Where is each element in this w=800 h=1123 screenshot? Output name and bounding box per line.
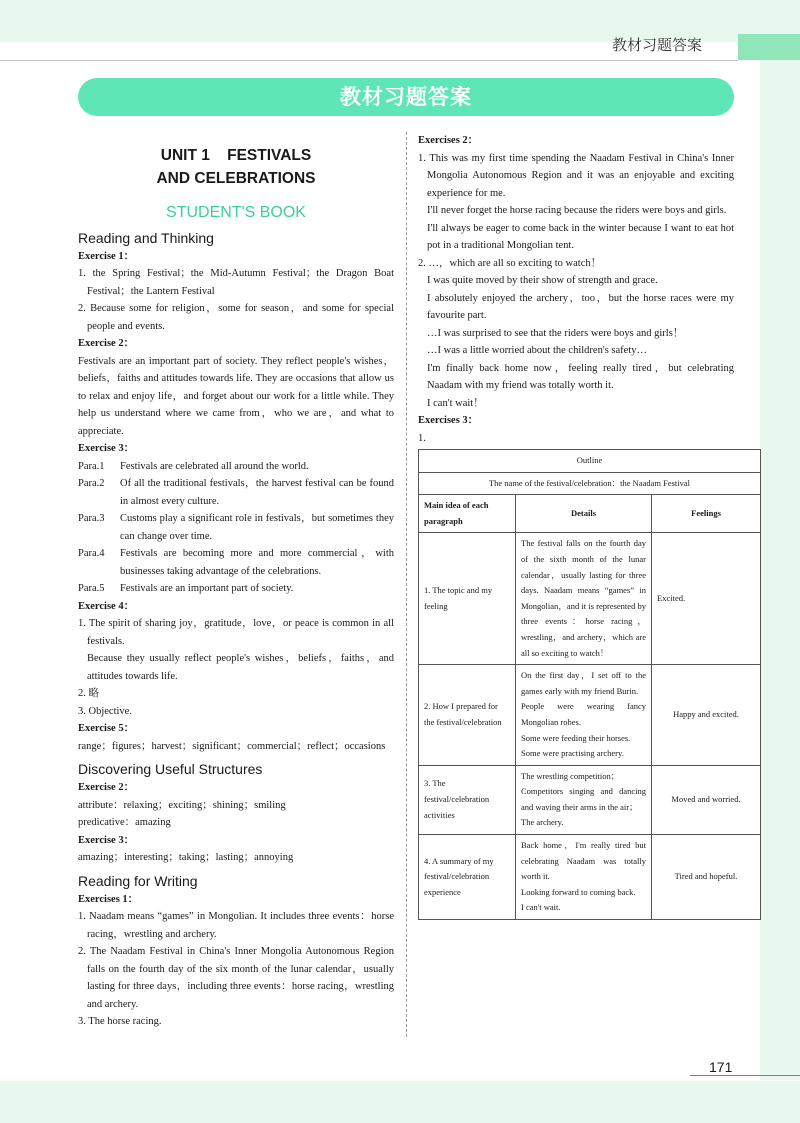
para-text: Of all the traditional festivals，the harvest festival can be found in almost every culture. <box>120 478 394 507</box>
para-label: Para.1 <box>78 460 105 472</box>
detail-line: The festival falls on the fourth day of the sixth month of the lunar calendar，usually lasting for three days. Naadam means “games” in Mongolian，and it is represented by three events：horse racing，wrestling，and archery，which are all so exciting to watch！ <box>521 538 646 658</box>
table-cell: Happy and excited. <box>652 665 761 766</box>
answer-text: 2. …，which are all so exciting to watch！ <box>418 257 602 269</box>
para-label: Para.5 <box>78 583 105 594</box>
table-cell <box>516 533 652 665</box>
table-cell <box>516 665 652 766</box>
para-text: Festivals are an important part of society. <box>120 583 294 594</box>
answer-text: predicative：amazing <box>78 817 171 828</box>
right-margin-strip <box>760 60 800 1080</box>
table-cell: 1. The topic and my feeling <box>419 533 516 665</box>
detail-line: Some were feeding their horses. <box>521 732 631 743</box>
festival-name-cell: The name of the festival/celebration：the Naadam Festival <box>419 472 761 495</box>
table-row <box>419 765 761 834</box>
answer-text: I absolutely enjoyed the archery，too，but the horse races were my favourite part. <box>427 292 734 321</box>
table-cell <box>516 835 652 920</box>
answer-text: attribute：relaxing；exciting；shining；smiling <box>78 799 286 811</box>
answer-text: Because they usually reflect people's wishes，beliefs，faiths，and attitudes towards life. <box>87 653 394 682</box>
answer-text: 1. <box>418 432 426 444</box>
bottom-band <box>0 1081 800 1123</box>
answer-text: 3. The horse racing. <box>78 1016 162 1027</box>
answer-text: Festivals are an important part of society. They reflect people's wishes，beliefs，faiths and attitudes towards life. They are occasions that allow us to relax and enjoy life，and forget about our work for a little while. They help us understand where we came from，who we are，and what to appreciate. <box>78 355 394 437</box>
para-text: Festivals are becoming more and more commercial，with businesses taking advantage of the celebrations. <box>120 548 394 577</box>
detail-line: The wrestling competition； <box>521 770 620 781</box>
answer-text: I can't wait！ <box>427 397 484 409</box>
para-text: Customs play a significant role in festivals，but sometimes they can change over time. <box>120 513 394 542</box>
table-row <box>419 665 761 766</box>
table-cell: Tired and hopeful. <box>652 835 761 920</box>
answer-text: range；figures；harvest；significant；commercial；reflect；occasions <box>78 740 386 752</box>
column-header: Feelings <box>652 495 761 533</box>
header-rule <box>0 60 738 61</box>
table-row <box>419 835 761 920</box>
para-item <box>78 475 394 510</box>
exercise-label: Exercises 3： <box>418 415 479 426</box>
answer-text: 1. The spirit of sharing joy，gratitude，love，or peace is common in all festivals. <box>78 618 394 647</box>
answer-text: I'll always be eager to come back in the winter because I want to eat hot pot in a traditional Mongolian tent. <box>427 222 734 251</box>
reading-writing-heading: Reading for Writing <box>78 872 198 889</box>
answer-text: 3. Objective. <box>78 705 132 717</box>
exercise-label: Exercise 3： <box>78 834 135 846</box>
exercise-label: Exercise 3： <box>78 443 135 454</box>
unit-title-line-2: AND CELEBRATIONS <box>156 170 316 187</box>
table-cell: Moved and worried. <box>652 765 761 834</box>
exercise-label: Exercise 5： <box>78 723 135 734</box>
para-text: Festivals are celebrated all around the world. <box>120 460 309 472</box>
section-banner: 教材习题答案 <box>78 78 734 116</box>
answer-text: 2. The Naadam Festival in China's Inner Mongolia Autonomous Region falls on the fourth day of the six month of the lunar calendar，usually lasting for three days，including three events：horse racing，wrestling and archery. <box>78 946 394 1010</box>
unit-title-line-1: UNIT 1 FESTIVALS <box>160 147 312 164</box>
table-cell <box>516 765 652 834</box>
outline-table <box>418 449 761 920</box>
para-label: Para.2 <box>78 478 105 489</box>
table-cell: Excited. <box>652 533 761 665</box>
answer-text: …I was surprised to see that the riders were boys and girls！ <box>427 327 684 339</box>
para-label: Para.4 <box>78 548 105 559</box>
right-column <box>418 132 741 920</box>
answer-text: I'll never forget the horse racing because the riders were boys and girls. <box>427 205 727 216</box>
table-row <box>419 472 761 495</box>
para-label: Para.3 <box>78 513 105 524</box>
header-title: 教材习题答案 <box>612 36 703 54</box>
page-number-rule <box>690 1075 800 1076</box>
answer-text: 1. Naadam means “games” in Mongolian. It includes three events：horse racing，wrestling and archery. <box>78 911 394 940</box>
detail-line: Some were practising archery. <box>521 748 624 759</box>
detail-line: Looking forward to coming back. <box>521 886 636 897</box>
table-title-cell: Outline <box>419 450 761 473</box>
detail-line: People were wearing fancy Mongolian robes. <box>521 701 646 727</box>
detail-line: On the first day，I set off to the games early with my friend Burin. <box>521 670 646 696</box>
exercise-label: Exercise 1： <box>78 250 135 262</box>
answer-text: 2. Because some for religion，some for season，and some for special people and events. <box>78 303 394 332</box>
left-column <box>78 132 394 1031</box>
column-header: Main idea of each paragraph <box>419 495 516 533</box>
table-cell: 3. The festival/celebration activities <box>419 765 516 834</box>
table-header-row <box>419 495 761 533</box>
discovering-heading: Discovering Useful Structures <box>78 761 263 777</box>
detail-line: Back home，I'm really tired but celebrating Naadam was totally worth it. <box>521 840 646 882</box>
answer-text: amazing；interesting；taking；lasting；annoying <box>78 852 294 863</box>
exercise-label: Exercise 2： <box>78 782 135 793</box>
answer-text: 1. the Spring Festival；the Mid-Autumn Festival；the Dragon Boat Festival；the Lantern Festival <box>78 268 394 297</box>
para-item <box>78 510 394 545</box>
column-header: Details <box>516 495 652 533</box>
detail-line: The archery. <box>521 817 564 828</box>
detail-line: I can't wait. <box>521 902 561 913</box>
unit-title <box>78 144 394 190</box>
answer-text: I'm finally back home now，feeling really tired，but celebrating Naadam with my friend was totally worth it. <box>427 362 734 391</box>
exercise-label: Exercise 4： <box>78 600 135 612</box>
table-cell: 4. A summary of my festival/celebration experience <box>419 835 516 920</box>
answer-text: 2. 略 <box>78 688 99 699</box>
exercise-label: Exercises 2： <box>418 135 479 146</box>
book-title: STUDENT'S BOOK <box>166 204 306 221</box>
detail-line: Competitors singing and dancing and waving their arms in the air； <box>521 786 646 812</box>
para-item <box>78 580 394 598</box>
exercise-label: Exercise 2： <box>78 338 135 349</box>
para-item <box>78 458 394 476</box>
header-tab-accent <box>738 34 800 60</box>
table-row <box>419 450 761 473</box>
para-item <box>78 545 394 580</box>
answer-text: 1. This was my first time spending the Naadam Festival in China's Inner Mongolia Autonomous Region and it was an enjoyable and exciting experience for me. <box>418 152 734 199</box>
exercise-label: Exercises 1： <box>78 893 139 905</box>
table-row <box>419 533 761 665</box>
table-cell: 2. How I prepared for the festival/celebration <box>419 665 516 766</box>
answer-text: I was quite moved by their show of strength and grace. <box>427 275 658 286</box>
column-divider <box>406 132 407 1037</box>
page-number: 171 <box>709 1059 733 1075</box>
answer-text: …I was a little worried about the children's safety… <box>427 345 647 356</box>
reading-thinking-heading: Reading and Thinking <box>78 229 214 246</box>
